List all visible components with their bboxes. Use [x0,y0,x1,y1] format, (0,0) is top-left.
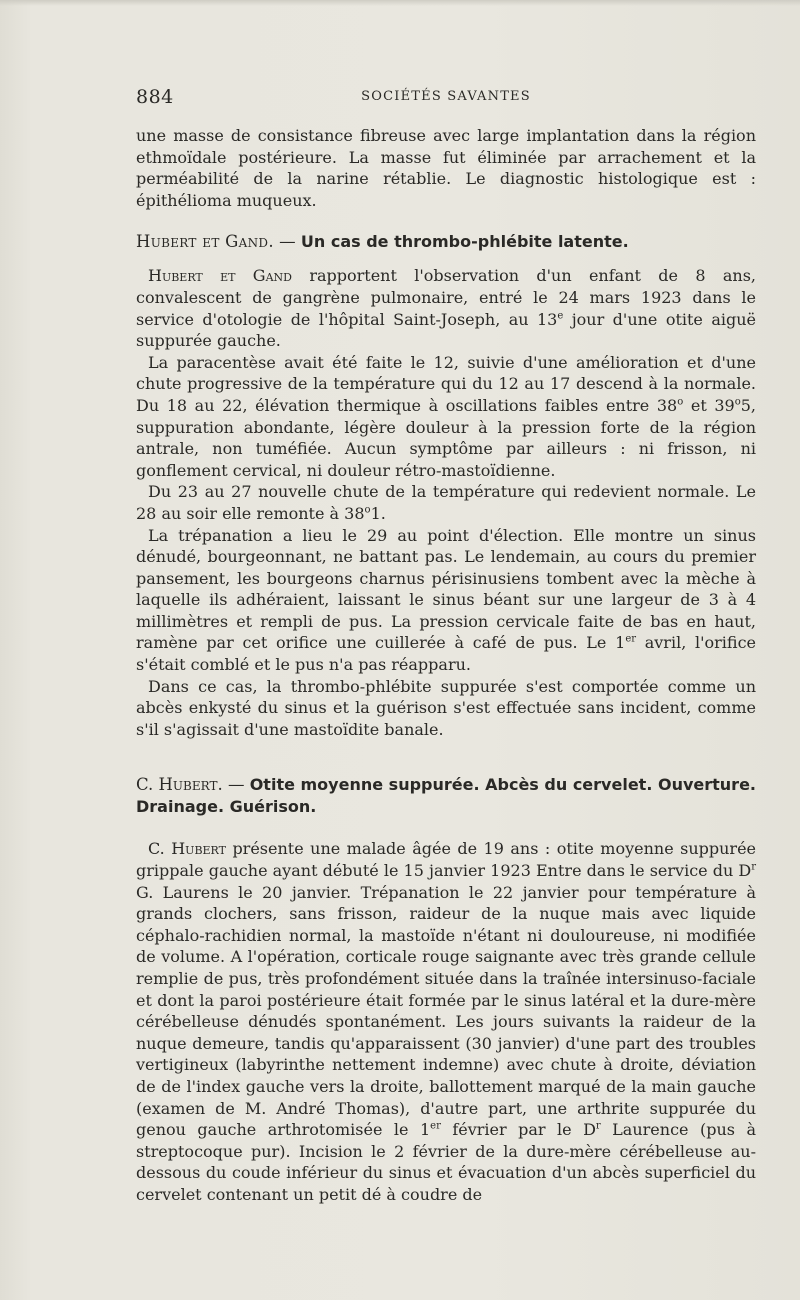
paragraph-text: Du 23 au 27 nouvelle chute de la température qui redevient normale. Le 28 au soir elle remonte à 38 [136,482,756,523]
page-edge-shadow [0,0,800,6]
paragraph-case-report [136,838,756,1205]
paragraph-trepanation [136,525,756,676]
paragraph-text: G. Laurens le 20 janvier. Trépanation le 22 janvier pour température à grands clochers, sans frisson, raideur de la nuque mais avec liquide céphalo-rachidien normal, la mastoïde n'étant ni douloureuse, ni modifiée de volume. A l'opération, corticale rouge saignante avec très grande cellule remplie de pus, très profondément située dans la traînée intersinuso-faciale et dont la paroi postérieure était formée par le sinus latéral et la dure-mère cérébelleuse dénudés spontanément. Les jours suivants la raideur de la nuque demeure, tandis qu'apparaissent (30 janvier) d'une part des troubles vertigineux (labyrinthe nettement indemne) avec chute à droite, déviation de de l'index gauche vers la droite, ballottement marqué de la main gauche (examen de M. André Thomas), d'autre part, une arthrite suppurée du genou gauche arthrotomisée le 1 [136,882,756,1140]
paragraph-temperature [136,481,756,524]
page-number: 884 [136,86,174,108]
heading-dash: — [273,232,301,252]
heading-authors: Hubert et Gand. [136,232,274,252]
heading-dash: — [222,775,250,795]
paragraph-text: et 39 [683,395,735,415]
heading-authors: C. Hubert. [136,775,223,795]
superscript: r [595,1120,601,1132]
paragraph-text: rapportent l'observation d'un enfant de 8 ans, convalescent de gangrène pulmonaire, entré le 24 mars 1923 dans le service d'otologie de l'hôpital Saint-Joseph, au 13 [136,266,756,329]
superscript: e [557,310,564,322]
paragraph-text: février par le D [440,1120,596,1140]
superscript: o [677,396,684,408]
section-heading-otite [136,774,756,818]
section-heading-thrombo-phlebite [136,231,756,253]
paragraph-paracentese [136,352,756,482]
superscript: er [430,1120,441,1132]
paragraph-continued [136,125,756,211]
heading-title: Un cas de thrombo-phlébite latente. [300,232,629,252]
superscript: r [751,861,756,873]
paragraph-text: Laurence (pus à streptocoque pur). Incision le 2 février de la dure-mère cérébelleuse au-dessous du coude inférieur du sinus et évacuation d'un abcès superficiel du cervelet contenant un petit dé à coudre de [136,1120,756,1204]
paragraph-observation [136,265,756,351]
paragraph-conclusion [136,676,756,741]
superscript: o [364,504,371,516]
superscript: er [625,634,637,646]
superscript: o [734,396,741,408]
running-head: SOCIÉTÉS SAVANTES [361,89,531,104]
paragraph-text: Dans ce cas, la thrombo-phlébite suppurée s'est comportée comme un abcès enkysté du sinus et la guérison s'est effectuée sans incident, comme s'il s'agissait d'une mastoïdite banale. [136,676,756,739]
paragraph-text: avril, l'orifice s'était comblé et le pus n'a pas réapparu. [136,633,757,675]
paragraph-text: La paracentèse avait été faite le 12, suivie d'une amélioration et d'une chute progressive de la température qui du 12 au 17 descend à la normale. Du 18 au 22, élévation thermique à oscillations faibles entre 38 [136,352,756,415]
page-header [136,86,756,110]
paragraph-text: une masse de consistance fibreuse avec large implantation dans la région ethmoïdale postérieure. La masse fut éliminée par arrachement et la perméabilité de la narine rétablie. Le diagnostic histologique est : épithélioma muqueux. [136,126,756,210]
paragraph-text: 5, suppuration abondante, légère douleur à la pression forte de la région antrale, non tuméfiée. Aucun symptôme par ailleurs : ni frisson, ni gonflement cervical, ni douleur rétro-mastoïdienne. [136,395,756,480]
author-name: C. Hubert [148,839,226,859]
paragraph-text: La trépanation a lieu le 29 au point d'élection. Elle montre un sinus dénudé, bourgeonnant, ne battant pas. Le lendemain, au cours du premier pansement, les bourgeons charnus périsinusiens tombent avec la mèche à laquelle ils adhéraient, laissant le sinus béant sur une largeur de 3 à 4 millimètres et rempli de pus. La pression cervicale faite de bas en haut, ramène par cet orifice une cuillerée à café de pus. Le 1 [136,525,756,653]
paragraph-text: jour d'une otite aiguë suppurée gauche. [136,309,756,351]
author-name: Hubert et Gand [148,266,292,286]
paragraph-text: présente une malade âgée de 19 ans : otite moyenne suppurée grippale gauche ayant débuté le 15 janvier 1923 Entre dans le service du D [136,839,757,881]
heading-title: Otite moyenne suppurée. Abcès du cervelet. Ouverture. Drainage. Guérison. [136,775,756,817]
article-body [136,125,756,1206]
paragraph-text: 1. [370,503,386,523]
